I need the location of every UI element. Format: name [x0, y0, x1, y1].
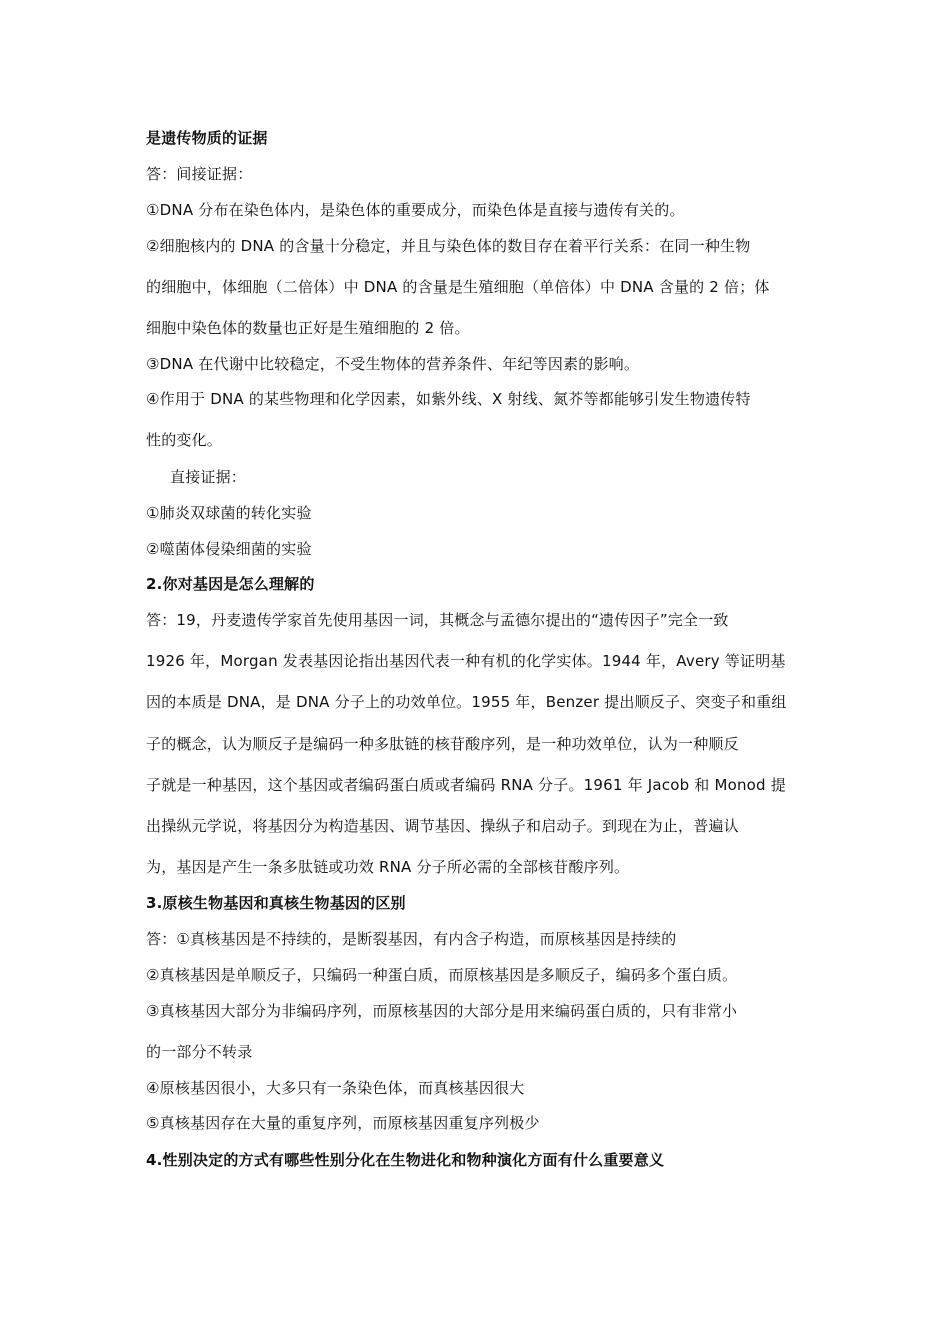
paragraph-line: ②噬菌体侵染细菌的实验 — [146, 540, 312, 558]
section-heading: 是遗传物质的证据 — [146, 129, 268, 147]
section-heading: 4.性别决定的方式有哪些性别分化在生物进化和物种演化方面有什么重要意义 — [146, 1151, 665, 1169]
paragraph-line: 的一部分不转录 — [146, 1043, 253, 1061]
paragraph-line: ②细胞核内的 DNA 的含量十分稳定，并且与染色体的数目存在着平行关系：在同一种生物 — [146, 237, 751, 255]
paragraph-line: ①肺炎双球菌的转化实验 — [146, 504, 312, 522]
paragraph-line: ⑤真核基因存在大量的重复序列，而原核基因重复序列极少 — [146, 1114, 540, 1132]
paragraph-line: ④作用于 DNA 的某些物理和化学因素，如紫外线、X 射线、氮芥等都能够引发生物遗传特 — [146, 390, 751, 408]
paragraph-line: 子的概念，认为顺反子是编码一种多肽链的核苷酸序列，是一种功效单位，认为一种顺反 — [146, 735, 739, 753]
paragraph-line: 为，基因是产生一条多肽链或功效 RNA 分子所必需的全部核苷酸序列。 — [146, 858, 630, 876]
section-heading: 2.你对基因是怎么理解的 — [146, 575, 315, 593]
paragraph-line: ③真核基因大部分为非编码序列，而原核基因的大部分是用来编码蛋白质的，只有非常小 — [146, 1002, 738, 1020]
paragraph-line: 直接证据： — [170, 468, 247, 486]
paragraph-line: 答：①真核基因是不持续的，是断裂基因，有内含子构造，而原核基因是持续的 — [146, 930, 677, 948]
paragraph-line: 性的变化。 — [146, 431, 223, 449]
paragraph-line: 的细胞中，体细胞（二倍体）中 DNA 的含量是生殖细胞（单倍体）中 DNA 含量的 2 倍；体 — [146, 278, 770, 296]
paragraph-line: 子就是一种基因，这个基因或者编码蛋白质或者编码 RNA 分子。1961 年 Jacob 和 Monod 提 — [146, 776, 786, 794]
paragraph-line: 细胞中染色体的数量也正好是生殖细胞的 2 倍。 — [146, 319, 470, 337]
paragraph-line: ②真核基因是单顺反子，只编码一种蛋白质，而原核基因是多顺反子，编码多个蛋白质。 — [146, 966, 738, 984]
paragraph-line: 因的本质是 DNA，是 DNA 分子上的功效单位。1955 年，Benzer 提出顺反子、突变子和重组 — [146, 693, 787, 711]
paragraph-line: 答：间接证据： — [146, 165, 253, 183]
paragraph-line: ④原核基因很小，大多只有一条染色体，而真核基因很大 — [146, 1079, 525, 1097]
paragraph-line: 出操纵元学说，将基因分为构造基因、调节基因、操纵子和启动子。到现在为止，普遍认 — [146, 817, 739, 835]
paragraph-line: ①DNA 分布在染色体内，是染色体的重要成分，而染色体是直接与遗传有关的。 — [146, 201, 685, 219]
paragraph-line: 1926 年，Morgan 发表基因论指出基因代表一种有机的化学实体。1944 年，Avery 等证明基 — [146, 652, 786, 670]
paragraph-line: ③DNA 在代谢中比较稳定，不受生物体的营养条件、年纪等因素的影响。 — [146, 355, 640, 373]
section-heading: 3.原核生物基因和真核生物基因的区别 — [146, 894, 406, 912]
paragraph-line: 答：19，丹麦遗传学家首先使用基因一词，其概念与孟德尔提出的“遗传因子”完全一致 — [146, 611, 729, 629]
